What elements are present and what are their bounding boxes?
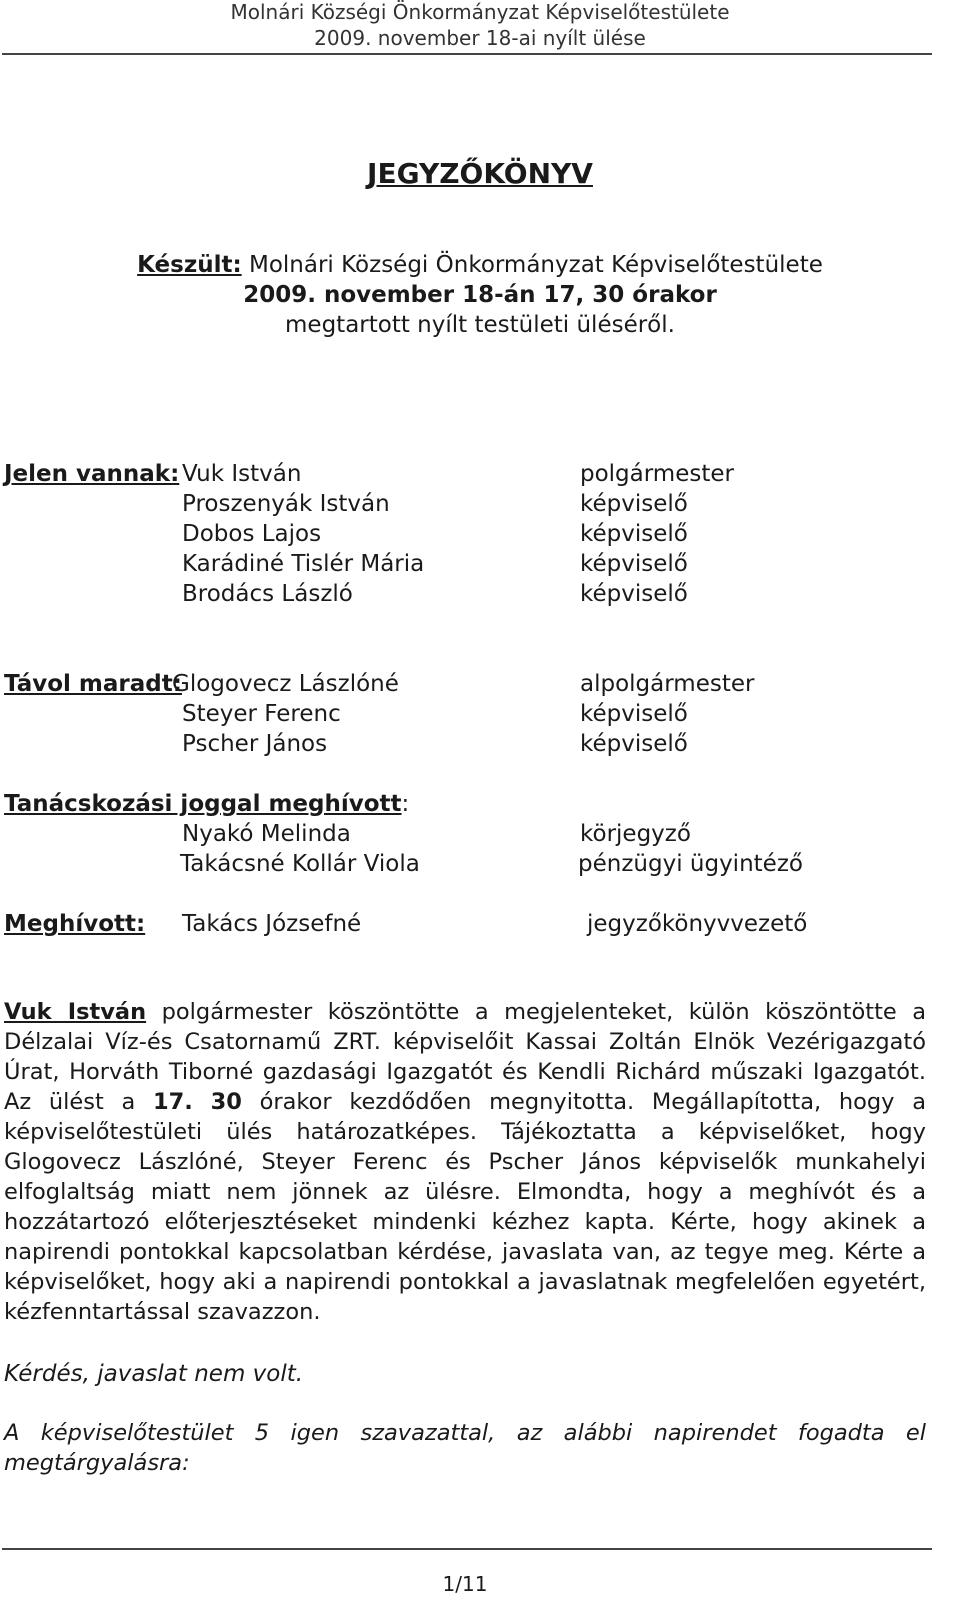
present-name: Karádiné Tislér Mária — [182, 551, 425, 577]
present-role: képviselő — [580, 521, 688, 547]
question-note: Kérdés, javaslat nem volt. — [4, 1361, 304, 1387]
absent-name: Steyer Ferenc — [182, 701, 341, 727]
intro-line-1 — [0, 252, 960, 278]
advisory-role: körjegyző — [580, 821, 691, 847]
body-text-1: polgármester köszöntötte a megjelenteket, külön köszöntötte a Délzalai Víz-és Csatornamű ZRT. képviselőit Kassai Zoltán Elnök Vezérigazgató Úrat, Horváth Tiborné gazdasági Igazgatót és Kendli Richárd műszaki Igazgatót. Az ülést a — [4, 999, 926, 1115]
present-role: képviselő — [580, 581, 688, 607]
header-subtitle: 2009. november 18-ai nyílt ülése — [314, 26, 646, 50]
absent-role: képviselő — [580, 701, 688, 727]
body-text-2 — [193, 1089, 211, 1115]
present-name: Brodács László — [182, 581, 353, 607]
invited-role: jegyzőkönyvvezető — [587, 911, 808, 937]
keszult-text: Molnári Községi Önkormányzat Képviselőtestülete — [241, 252, 823, 278]
advisory-colon: : — [401, 791, 410, 817]
present-role: polgármester — [580, 461, 734, 487]
advisory-label-line — [4, 791, 409, 817]
advisory-name: Takácsné Kollár Viola — [180, 851, 420, 877]
advisory-role: pénzügyi ügyintéző — [578, 851, 803, 877]
invited-label: Meghívott: — [4, 911, 146, 937]
header-title: Molnári Községi Önkormányzat Képviselőtestülete — [230, 0, 730, 24]
present-role: képviselő — [580, 551, 688, 577]
body-paragraph — [4, 997, 926, 1327]
footer-divider — [2, 1548, 932, 1550]
invited-name: Takács Józsefné — [182, 911, 362, 937]
present-name: Proszenyák István — [182, 491, 390, 517]
absent-label: Távol maradt: — [4, 671, 182, 697]
absent-role: képviselő — [580, 731, 688, 757]
present-name: Vuk István — [182, 461, 302, 487]
vote-note: A képviselőtestület 5 igen szavazattal, az alábbi napirendet fogadta el megtárgyalásra: — [4, 1420, 926, 1476]
advisory-name: Nyakó Melinda — [182, 821, 351, 847]
speaker-name: Vuk István — [4, 999, 147, 1025]
absent-name: Glogovecz Lászlóné — [172, 671, 399, 697]
body-text-3: órakor kezdődően megnyitotta. Megállapította, hogy a képviselőtestületi ülés határozatképes. Tájékoztatta a képviselőket, hogy Glogovecz Lászlóné, Steyer Ferenc és Pscher János képviselők munkahelyi elfoglaltság miatt nem jönnek az ülésre. Elmondta, hogy a meghívót és a hozzátartozó előterjesztéseket mindenki kézhez kapta. Kérte, hogy akinek a napirendi pontokkal kapcsolatban kérdése, javaslata van, az tegye meg. Kérte a képviselőket, hogy aki a napirendi pontokkal a javaslatnak megfelelően egyetért, kézfenntartással szavazzon. — [4, 1089, 926, 1325]
advisory-label: Tanácskozási joggal meghívott — [4, 791, 402, 817]
keszult-label: Készült: — [137, 252, 242, 278]
time-minute: 30 — [210, 1089, 242, 1115]
absent-name: Pscher János — [182, 731, 328, 757]
present-label: Jelen vannak: — [4, 461, 180, 487]
time-hour: 17. — [153, 1089, 193, 1115]
intro-date: 2009. november 18-án 17, 30 órakor — [243, 282, 717, 308]
absent-role: alpolgármester — [580, 671, 755, 697]
document-title: JEGYZŐKÖNYV — [367, 157, 593, 190]
page-number: 1/11 — [442, 1572, 488, 1596]
present-name: Dobos Lajos — [182, 521, 322, 547]
present-role: képviselő — [580, 491, 688, 517]
intro-meeting: megtartott nyílt testületi üléséről. — [285, 312, 675, 338]
header-divider — [2, 53, 932, 55]
